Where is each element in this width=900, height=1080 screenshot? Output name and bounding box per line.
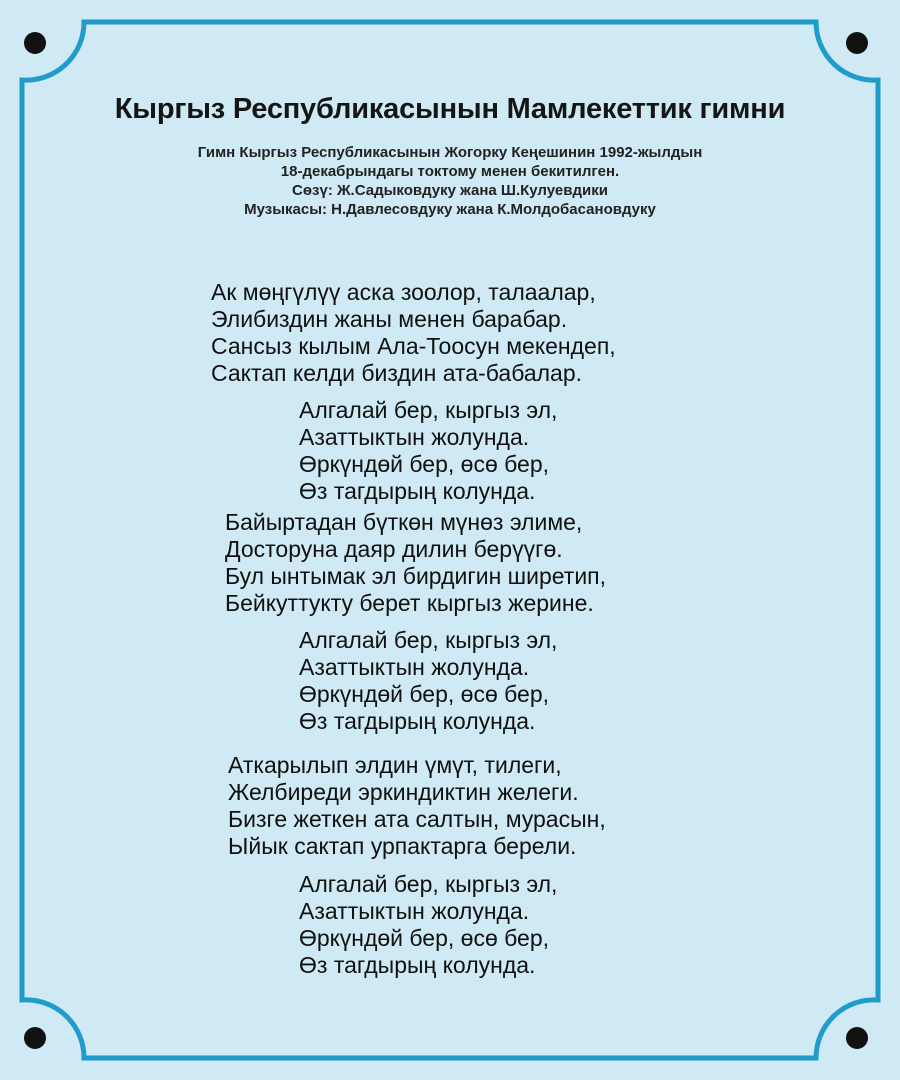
- verse-line: Ыйык сактап урпактарга берели.: [228, 833, 577, 859]
- chorus-line: Азаттыктын жолунда.: [299, 424, 530, 450]
- verse-3: [228, 752, 606, 860]
- verse-line: Ак мөңгүлүү аска зоолор, талаалар,: [211, 279, 596, 305]
- chorus-3: [299, 871, 557, 979]
- subtitle-line: Сөзү: Ж.Садыковдуку жана Ш.Кулуевдики: [292, 182, 608, 199]
- chorus-2: [299, 627, 557, 735]
- screw-bottom-left: [24, 1027, 46, 1049]
- verse-line: Желбиреди эркиндиктин желеги.: [228, 779, 579, 805]
- screw-top-right: [846, 32, 868, 54]
- chorus-line: Алгалай бер, кыргыз эл,: [299, 627, 558, 653]
- screw-top-left: [24, 32, 46, 54]
- subtitle-block: [0, 143, 900, 219]
- verse-line: Бул ынтымак эл бирдигин ширетип,: [225, 563, 607, 589]
- chorus-line: Алгалай бер, кыргыз эл,: [299, 397, 558, 423]
- chorus-line: Өз тагдырың колунда.: [299, 708, 536, 734]
- chorus-line: Өз тагдырың колунда.: [299, 952, 536, 978]
- verse-line: Сактап келди биздин ата-бабалар.: [211, 360, 583, 386]
- chorus-line: Азаттыктын жолунда.: [299, 654, 530, 680]
- verse-line: Бизге жеткен ата салтын, мурасын,: [228, 806, 606, 832]
- verse-line: Сансыз кылым Ала-Тоосун мекендеп,: [211, 333, 616, 359]
- subtitle-line: Гимн Кыргыз Республикасынын Жогорку Кеңешинин 1992-жылдын: [197, 144, 703, 161]
- verse-line: Досторуна даяр дилин берүүгө.: [225, 536, 563, 562]
- verse-2: [225, 509, 606, 617]
- verse-line: Бейкуттукту берет кыргыз жерине.: [225, 590, 594, 616]
- chorus-line: Өркүндөй бер, өсө бер,: [299, 451, 550, 477]
- chorus-line: Өркүндөй бер, өсө бер,: [299, 681, 550, 707]
- screw-bottom-right: [846, 1027, 868, 1049]
- page-title: Кыргыз Республикасынын Мамлекеттик гимни: [114, 93, 786, 125]
- chorus-1: [299, 397, 557, 505]
- verse-line: Аткарылып элдин үмүт, тилеги,: [228, 752, 562, 778]
- chorus-line: Азаттыктын жолунда.: [299, 898, 530, 924]
- verse-line: Байыртадан бүткөн мүнөз элиме,: [225, 509, 583, 535]
- subtitle-line: 18-декабрындагы токтому менен бекитилген.: [280, 163, 620, 180]
- verse-1: [211, 279, 616, 387]
- subtitle-line: Музыкасы: Н.Давлесовдуку жана К.Молдобасановдуку: [244, 201, 656, 218]
- chorus-line: Өз тагдырың колунда.: [299, 478, 536, 504]
- chorus-line: Өркүндөй бер, өсө бер,: [299, 925, 550, 951]
- chorus-line: Алгалай бер, кыргыз эл,: [299, 871, 558, 897]
- verse-line: Элибиздин жаны менен барабар.: [211, 306, 568, 332]
